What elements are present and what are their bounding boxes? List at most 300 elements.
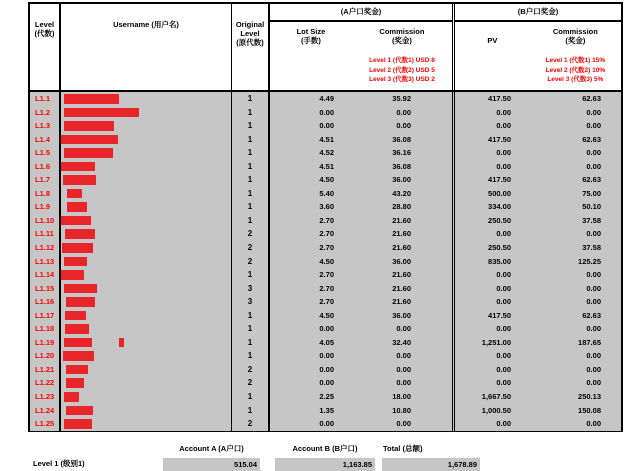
account-a-label: Account A (A户口) xyxy=(179,444,244,453)
commission-a-cell: 36.08 xyxy=(392,134,411,144)
commission-b-cell: 0.00 xyxy=(586,161,601,171)
table-row xyxy=(30,133,621,147)
commission-b-cell: 250.13 xyxy=(578,392,601,402)
pv-cell: 0.00 xyxy=(496,121,511,131)
username-cell xyxy=(61,295,232,309)
column-header-commission-b xyxy=(530,22,621,90)
section-b-cells xyxy=(455,322,621,336)
username-cell xyxy=(61,268,232,282)
section-b-cells xyxy=(455,268,621,282)
section-b-cells xyxy=(455,119,621,133)
commission-b-cell: 0.00 xyxy=(586,419,601,429)
pv-cell: 0.00 xyxy=(496,419,511,429)
username-cell xyxy=(61,200,232,214)
lot-size-cell: 3.60 xyxy=(319,202,334,212)
commission-a-cell: 0.00 xyxy=(396,364,411,374)
table-row xyxy=(30,404,621,418)
commission-a-cell: 36.00 xyxy=(392,175,411,185)
level-cell: L1.17 xyxy=(30,309,61,323)
account-b-total-value: 1,163.85 xyxy=(342,460,372,469)
section-a-cells xyxy=(270,309,455,323)
lot-size-cell: 0.00 xyxy=(319,419,334,429)
commission-a-cell: 28.80 xyxy=(392,202,411,212)
commission-b-cell: 0.00 xyxy=(586,351,601,361)
original-level-cell: 2 xyxy=(232,255,270,269)
column-header-original-level-line1: Original xyxy=(235,20,265,29)
username-cell xyxy=(61,336,232,350)
section-a-cells xyxy=(270,187,455,201)
table-row xyxy=(30,255,621,269)
level-cell: L1.2 xyxy=(30,106,61,120)
level-cell: L1.12 xyxy=(30,241,61,255)
redacted-username-bar xyxy=(64,284,97,294)
section-b-cells xyxy=(455,282,621,296)
lot-size-cell: 4.49 xyxy=(319,94,334,103)
commission-table xyxy=(28,2,623,432)
original-level-cell: 3 xyxy=(232,295,270,309)
level-cell: L1.25 xyxy=(30,417,61,431)
username-cell xyxy=(61,160,232,174)
commission-a-cell: 43.20 xyxy=(392,188,411,198)
table-row xyxy=(30,227,621,241)
redacted-username-bar xyxy=(66,378,84,388)
original-level-cell: 1 xyxy=(232,390,270,404)
original-level-cell: 2 xyxy=(232,241,270,255)
pv-cell: 0.00 xyxy=(496,283,511,293)
pv-cell: 0.00 xyxy=(496,148,511,158)
lot-size-cell: 5.40 xyxy=(319,188,334,198)
section-a-cells xyxy=(270,404,455,418)
table-row xyxy=(30,173,621,187)
account-b-label: Account B (B户口) xyxy=(292,444,358,453)
commission-a-cell: 0.00 xyxy=(396,378,411,388)
section-a-cells xyxy=(270,417,455,431)
rate-note: Level 1 (代数1) USD 8 xyxy=(369,57,435,64)
rate-note: Level 3 (代数3) 5% xyxy=(547,76,604,83)
commission-b-cell: 125.25 xyxy=(578,256,601,266)
commission-b-cell: 0.00 xyxy=(586,148,601,158)
table-row xyxy=(30,160,621,174)
redacted-username-bar xyxy=(67,189,82,199)
table-row xyxy=(30,390,621,404)
commission-b-cell: 62.63 xyxy=(582,94,601,103)
original-level-cell: 1 xyxy=(232,309,270,323)
lot-size-cell: 2.70 xyxy=(319,243,334,253)
commission-a-cell: 21.60 xyxy=(392,229,411,239)
commission-a-cell: 0.00 xyxy=(396,121,411,131)
section-a-cells xyxy=(270,227,455,241)
pv-cell: 0.00 xyxy=(496,270,511,280)
commission-b-cell: 37.58 xyxy=(582,243,601,253)
section-b-cells xyxy=(455,133,621,147)
table-row xyxy=(30,241,621,255)
lot-size-cell: 4.50 xyxy=(319,175,334,185)
section-a-cells xyxy=(270,173,455,187)
redacted-username-bar xyxy=(64,392,79,402)
grand-total-cell xyxy=(382,458,480,471)
username-cell xyxy=(61,146,232,160)
lot-size-cell: 2.25 xyxy=(319,392,334,402)
redacted-username-bar xyxy=(66,365,88,375)
table-row xyxy=(30,92,621,106)
commission-a-cell: 0.00 xyxy=(396,419,411,429)
redacted-username-bar xyxy=(64,108,139,118)
pv-cell: 0.00 xyxy=(496,351,511,361)
level-cell: L1.13 xyxy=(30,255,61,269)
commission-a-cell: 0.00 xyxy=(396,107,411,117)
pv-cell: 250.50 xyxy=(488,215,511,225)
level-cell: L1.23 xyxy=(30,390,61,404)
commission-b-cell: 75.00 xyxy=(582,188,601,198)
column-header-username-label: Username (用户名) xyxy=(113,20,179,29)
commission-b-rate-notes xyxy=(530,56,621,85)
original-level-cell: 2 xyxy=(232,227,270,241)
commission-a-cell: 18.00 xyxy=(392,392,411,402)
pv-cell: 417.50 xyxy=(488,134,511,144)
level-cell: L1.21 xyxy=(30,363,61,377)
commission-b-cell: 50.10 xyxy=(582,202,601,212)
username-cell xyxy=(61,227,232,241)
commission-a-cell: 21.60 xyxy=(392,270,411,280)
commission-b-cell: 0.00 xyxy=(586,107,601,117)
lot-size-cell: 0.00 xyxy=(319,378,334,388)
original-level-cell: 1 xyxy=(232,160,270,174)
lot-size-cell: 4.50 xyxy=(319,310,334,320)
pv-label: PV xyxy=(487,36,498,45)
section-a-cells xyxy=(270,106,455,120)
pv-cell: 417.50 xyxy=(488,175,511,185)
original-level-cell: 1 xyxy=(232,336,270,350)
section-a-cells xyxy=(270,200,455,214)
commission-b-cell: 0.00 xyxy=(586,283,601,293)
section-b-subheaders xyxy=(455,22,621,90)
section-a-cells xyxy=(270,160,455,174)
pv-cell: 1,000.50 xyxy=(481,405,511,415)
section-a-cells xyxy=(270,282,455,296)
table-body xyxy=(30,92,621,431)
lot-size-cell: 4.50 xyxy=(319,256,334,266)
table-row xyxy=(30,282,621,296)
redacted-username-bar xyxy=(64,94,119,104)
section-b-cells xyxy=(455,349,621,363)
column-header-commission-a xyxy=(352,22,452,90)
username-cell xyxy=(61,255,232,269)
rate-note: Level 1 (代数1) 15% xyxy=(545,57,606,64)
lot-size-line1: Lot Size xyxy=(296,27,326,36)
username-cell xyxy=(61,417,232,431)
section-a-cells xyxy=(270,268,455,282)
original-level-cell: 1 xyxy=(232,187,270,201)
pv-cell: 417.50 xyxy=(488,94,511,103)
section-b-cells xyxy=(455,92,621,106)
commission-b-cell: 62.63 xyxy=(582,310,601,320)
username-cell xyxy=(61,173,232,187)
level-cell: L1.11 xyxy=(30,227,61,241)
original-level-cell: 2 xyxy=(232,376,270,390)
redacted-username-bar xyxy=(64,121,114,131)
lot-size-cell: 4.05 xyxy=(319,337,334,347)
section-b-cells xyxy=(455,309,621,323)
original-level-cell: 1 xyxy=(232,173,270,187)
section-b-cells xyxy=(455,200,621,214)
lot-size-line2: (手数) xyxy=(300,36,321,45)
commission-a-cell: 32.40 xyxy=(392,337,411,347)
section-b-cells xyxy=(455,363,621,377)
commission-b-cell: 0.00 xyxy=(586,229,601,239)
section-a-title: (A户口奖金) xyxy=(270,4,452,22)
table-row xyxy=(30,295,621,309)
redacted-username-bar xyxy=(67,202,87,212)
username-cell xyxy=(61,187,232,201)
lot-size-cell: 0.00 xyxy=(319,121,334,131)
original-level-cell: 1 xyxy=(232,268,270,282)
username-cell xyxy=(61,309,232,323)
column-header-level-line1: Level xyxy=(34,20,55,29)
redacted-username-bar xyxy=(66,406,93,416)
level-cell: L1.4 xyxy=(30,133,61,147)
section-b-cells xyxy=(455,390,621,404)
section-b-header xyxy=(455,4,621,90)
redacted-username-bar xyxy=(61,216,91,226)
commission-b-cell: 0.00 xyxy=(586,121,601,131)
pv-cell: 0.00 xyxy=(496,107,511,117)
column-header-pv xyxy=(455,22,530,90)
table-row xyxy=(30,417,621,431)
commission-a-cell: 36.00 xyxy=(392,256,411,266)
redacted-username-bar xyxy=(65,229,95,239)
column-header-username xyxy=(61,4,232,90)
lot-size-cell: 4.51 xyxy=(319,161,334,171)
section-a-cells xyxy=(270,241,455,255)
section-b-cells xyxy=(455,295,621,309)
redacted-username-bar xyxy=(64,419,92,429)
pv-cell: 417.50 xyxy=(488,310,511,320)
redacted-username-bar xyxy=(65,324,89,334)
table-row xyxy=(30,322,621,336)
level-cell: L1.9 xyxy=(30,200,61,214)
original-level-cell: 3 xyxy=(232,282,270,296)
commission-b-cell: 187.65 xyxy=(578,337,601,347)
commission-a-cell: 0.00 xyxy=(396,351,411,361)
pv-cell: 0.00 xyxy=(496,378,511,388)
username-cell xyxy=(61,119,232,133)
redacted-username-bar xyxy=(64,338,92,348)
table-row xyxy=(30,146,621,160)
pv-cell: 0.00 xyxy=(496,297,511,307)
lot-size-cell: 4.51 xyxy=(319,134,334,144)
commission-b-cell: 0.00 xyxy=(586,297,601,307)
redacted-username-bar xyxy=(63,175,96,185)
original-level-cell: 1 xyxy=(232,200,270,214)
level1-summary-label: Level 1 (级别1) xyxy=(33,459,85,468)
section-b-cells xyxy=(455,146,621,160)
section-b-cells xyxy=(455,160,621,174)
original-level-cell: 1 xyxy=(232,214,270,228)
lot-size-cell: 2.70 xyxy=(319,283,334,293)
commission-b-cell: 0.00 xyxy=(586,324,601,334)
account-b-total-cell xyxy=(275,458,375,471)
column-header-level-line2: (代数) xyxy=(34,29,55,38)
rate-note: Level 2 (代数2) USD 5 xyxy=(369,66,435,74)
section-a-cells xyxy=(270,92,455,106)
lot-size-cell: 0.00 xyxy=(319,351,334,361)
commission-a-cell: 21.60 xyxy=(392,283,411,293)
section-b-cells xyxy=(455,173,621,187)
table-row xyxy=(30,363,621,377)
level-cell: L1.22 xyxy=(30,376,61,390)
section-b-title: (B户口奖金) xyxy=(455,4,621,22)
table-row xyxy=(30,309,621,323)
commission-b-line1: Commission xyxy=(552,27,598,36)
redacted-username-bar xyxy=(61,135,118,145)
commission-a-cell: 10.80 xyxy=(392,405,411,415)
level-cell: L1.19 xyxy=(30,336,61,350)
section-b-cells xyxy=(455,336,621,350)
pv-cell: 334.00 xyxy=(488,202,511,212)
commission-a-cell: 36.08 xyxy=(392,161,411,171)
lot-size-cell: 1.35 xyxy=(319,405,334,415)
section-b-cells xyxy=(455,106,621,120)
column-header-lot-size xyxy=(270,22,352,90)
username-cell xyxy=(61,322,232,336)
section-a-cells xyxy=(270,214,455,228)
pv-cell: 0.00 xyxy=(496,364,511,374)
pv-cell: 250.50 xyxy=(488,243,511,253)
section-b-cells xyxy=(455,214,621,228)
lot-size-cell: 0.00 xyxy=(319,324,334,334)
level-cell: L1.24 xyxy=(30,404,61,418)
level-cell: L1.15 xyxy=(30,282,61,296)
table-row xyxy=(30,106,621,120)
username-cell xyxy=(61,106,232,120)
account-a-total-cell xyxy=(163,458,260,471)
table-row xyxy=(30,336,621,350)
section-b-cells xyxy=(455,187,621,201)
commission-a-rate-notes xyxy=(352,56,452,85)
commission-b-cell: 0.00 xyxy=(586,378,601,388)
table-row xyxy=(30,268,621,282)
table-row xyxy=(30,214,621,228)
username-cell xyxy=(61,282,232,296)
level-cell: L1.20 xyxy=(30,349,61,363)
rate-note: Level 3 (代数3) USD 2 xyxy=(369,76,435,83)
level-cell: L1.8 xyxy=(30,187,61,201)
commission-b-cell: 150.08 xyxy=(578,405,601,415)
level-cell: L1.5 xyxy=(30,146,61,160)
grand-total-value: 1,678.89 xyxy=(447,460,477,469)
pv-cell: 0.00 xyxy=(496,161,511,171)
username-cell xyxy=(61,92,232,106)
lot-size-cell: 2.70 xyxy=(319,270,334,280)
section-a-cells xyxy=(270,363,455,377)
redacted-username-bar xyxy=(62,243,93,253)
commission-a-cell: 21.60 xyxy=(392,243,411,253)
level-cell: L1.6 xyxy=(30,160,61,174)
level-cell: L1.1 xyxy=(30,92,61,106)
section-a-cells xyxy=(270,133,455,147)
pv-cell: 0.00 xyxy=(496,229,511,239)
rate-note: Level 2 (代数2) 10% xyxy=(545,66,606,74)
column-header-level xyxy=(30,4,61,90)
column-header-original-level-line3: (原代数) xyxy=(236,38,264,47)
pv-cell: 0.00 xyxy=(496,324,511,334)
column-header-original-level-line2: Level xyxy=(240,29,260,38)
commission-b-line2: (奖金) xyxy=(565,36,586,45)
section-a-cells xyxy=(270,336,455,350)
username-cell xyxy=(61,376,232,390)
commission-b-cell: 62.63 xyxy=(582,134,601,144)
commission-a-cell: 35.92 xyxy=(392,94,411,103)
redacted-username-bar xyxy=(63,351,94,361)
section-a-cells xyxy=(270,349,455,363)
lot-size-cell: 2.70 xyxy=(319,297,334,307)
table-row xyxy=(30,119,621,133)
section-a-cells xyxy=(270,322,455,336)
commission-b-cell: 0.00 xyxy=(586,270,601,280)
commission-b-cell: 0.00 xyxy=(586,364,601,374)
section-b-cells xyxy=(455,241,621,255)
original-level-cell: 1 xyxy=(232,119,270,133)
username-cell xyxy=(61,349,232,363)
lot-size-cell: 0.00 xyxy=(319,364,334,374)
commission-b-cell: 62.63 xyxy=(582,175,601,185)
username-cell xyxy=(61,214,232,228)
commission-b-cell: 37.58 xyxy=(582,215,601,225)
section-a-cells xyxy=(270,390,455,404)
lot-size-cell: 4.52 xyxy=(319,148,334,158)
redacted-username-bar xyxy=(64,148,113,158)
commission-a-line1: Commission xyxy=(379,27,425,36)
redacted-username-bar xyxy=(61,270,84,280)
commission-a-cell: 36.00 xyxy=(392,310,411,320)
commission-a-cell: 0.00 xyxy=(396,324,411,334)
commission-a-line2: (奖金) xyxy=(391,36,412,45)
original-level-cell: 2 xyxy=(232,417,270,431)
column-header-original-level xyxy=(232,4,270,90)
lot-size-cell: 2.70 xyxy=(319,229,334,239)
table-header xyxy=(30,4,621,92)
pv-cell: 1,667.50 xyxy=(481,392,511,402)
original-level-cell: 1 xyxy=(232,404,270,418)
section-b-cells xyxy=(455,376,621,390)
section-b-cells xyxy=(455,404,621,418)
pv-cell: 1,251.00 xyxy=(481,337,511,347)
section-b-cells xyxy=(455,227,621,241)
commission-a-cell: 36.16 xyxy=(392,148,411,158)
original-level-cell: 1 xyxy=(232,106,270,120)
level-cell: L1.7 xyxy=(30,173,61,187)
redacted-username-bar xyxy=(64,257,87,267)
total-label: Total (总额) xyxy=(383,444,423,453)
original-level-cell: 2 xyxy=(232,363,270,377)
pv-cell: 500.00 xyxy=(488,188,511,198)
level-cell: L1.16 xyxy=(30,295,61,309)
table-row xyxy=(30,200,621,214)
original-level-cell: 1 xyxy=(232,92,270,106)
section-a-cells xyxy=(270,376,455,390)
original-level-cell: 1 xyxy=(232,349,270,363)
table-row xyxy=(30,376,621,390)
username-cell xyxy=(61,390,232,404)
redacted-username-bar xyxy=(65,311,86,321)
section-b-cells xyxy=(455,417,621,431)
original-level-cell: 1 xyxy=(232,146,270,160)
username-cell xyxy=(61,133,232,147)
level-cell: L1.14 xyxy=(30,268,61,282)
section-b-cells xyxy=(455,255,621,269)
username-cell xyxy=(61,363,232,377)
redacted-username-bar xyxy=(61,162,95,172)
